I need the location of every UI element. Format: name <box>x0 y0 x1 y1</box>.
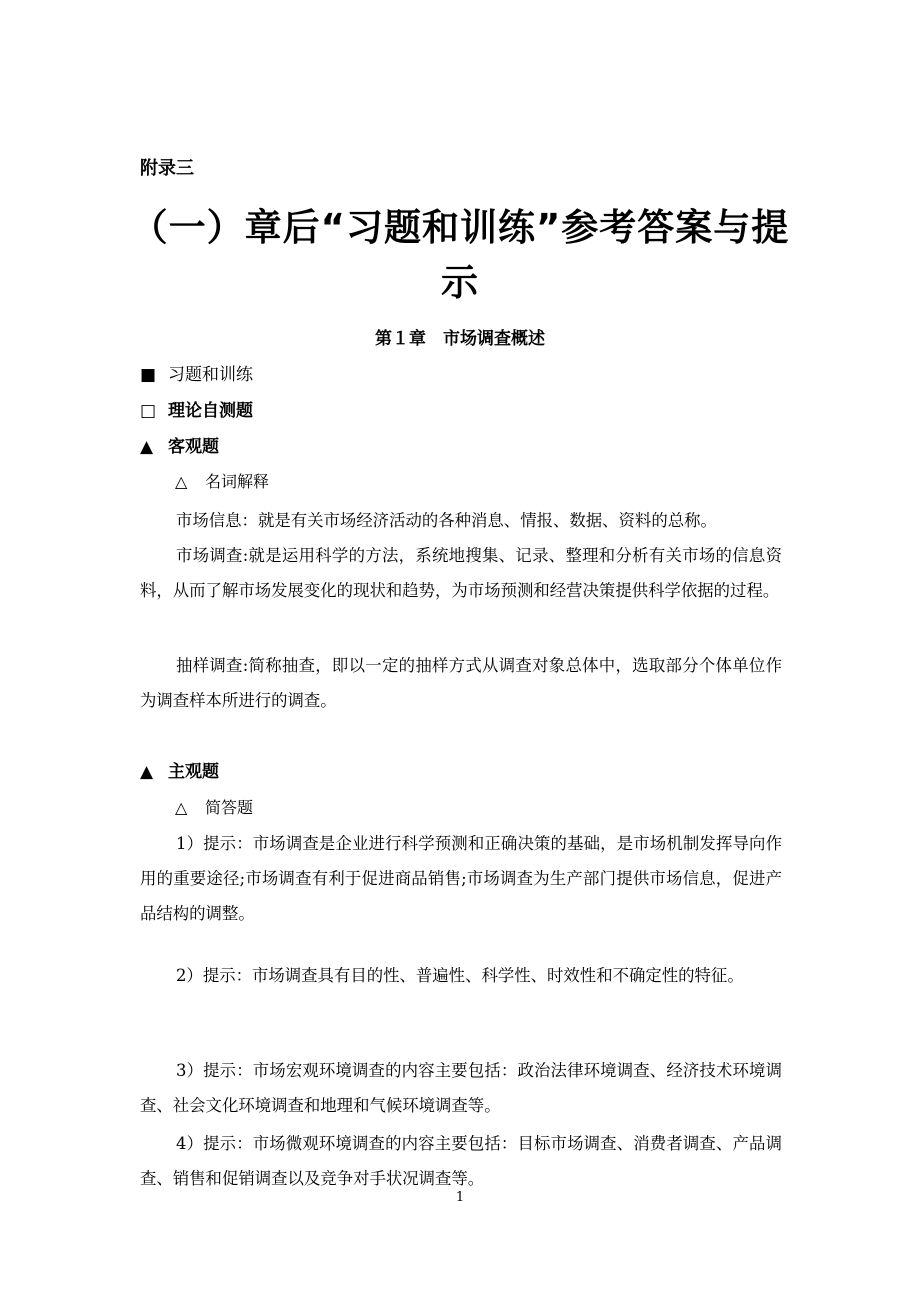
section-objective <box>140 436 219 458</box>
answer-2: 2）提示：市场调查具有目的性、普遍性、科学性、时效性和不确定性的特征。 <box>176 966 744 985</box>
section-objective-label: 客观题 <box>168 437 219 457</box>
filled-triangle-icon: ▲ <box>140 437 154 457</box>
open-triangle-icon: △ <box>175 472 188 491</box>
empty-square-icon: □ <box>140 401 157 421</box>
definition-sampling: 抽样调查:简称抽查，即以一定的抽样方式从调查对象总体中，选取部分个体单位作为调查样本所进行的调查。 <box>140 656 782 710</box>
answer-3: 3）提示：市场宏观环境调查的内容主要包括：政治法律环境调查、经济技术环境调查、社会文化环境调查和地理和气候环境调查等。 <box>140 1061 782 1115</box>
subsection-terms-label: 名词解释 <box>205 472 270 491</box>
chapter-heading: 第１章 市场调查概述 <box>375 329 545 349</box>
section-exercises-label: 习题和训练 <box>168 365 253 385</box>
subsection-terms <box>175 471 269 493</box>
section-subjective-label: 主观题 <box>168 762 219 782</box>
filled-triangle-icon: ▲ <box>140 762 154 782</box>
page-number: 1 <box>455 1190 465 1205</box>
section-exercises <box>140 364 253 386</box>
answer-1: 1）提示：市场调查是企业进行科学预测和正确决策的基础，是市场机制发挥导向作用的重要途径;市场调查有利于促进商品销售;市场调查为生产部门提供市场信息，促进产品结构的调整。 <box>140 834 782 923</box>
definition-market-info: 市场信息：就是有关市场经济活动的各种消息、情报、数据、资料的总称。 <box>176 511 717 530</box>
subsection-short-answer-label: 简答题 <box>205 798 254 817</box>
section-theory <box>140 400 253 422</box>
section-theory-label: 理论自测题 <box>168 401 253 421</box>
filled-square-icon: ■ <box>140 365 157 385</box>
definition-market-research: 市场调查:就是运用科学的方法，系统地搜集、记录、整理和分析有关市场的信息资料，从而了解市场发展变化的现状和趋势，为市场预测和经营决策提供科学依据的过程。 <box>140 546 782 600</box>
answer-4: 4）提示：市场微观环境调查的内容主要包括：目标市场调查、消费者调查、产品调查、销售和促销调查以及竞争对手状况调查等。 <box>140 1134 782 1188</box>
open-triangle-icon: △ <box>175 798 188 817</box>
subsection-short-answer <box>175 797 253 819</box>
page-title: （一）章后“习题和训练”参考答案与提示 <box>130 206 790 304</box>
appendix-label: 附录三 <box>140 158 194 179</box>
section-subjective <box>140 761 219 783</box>
